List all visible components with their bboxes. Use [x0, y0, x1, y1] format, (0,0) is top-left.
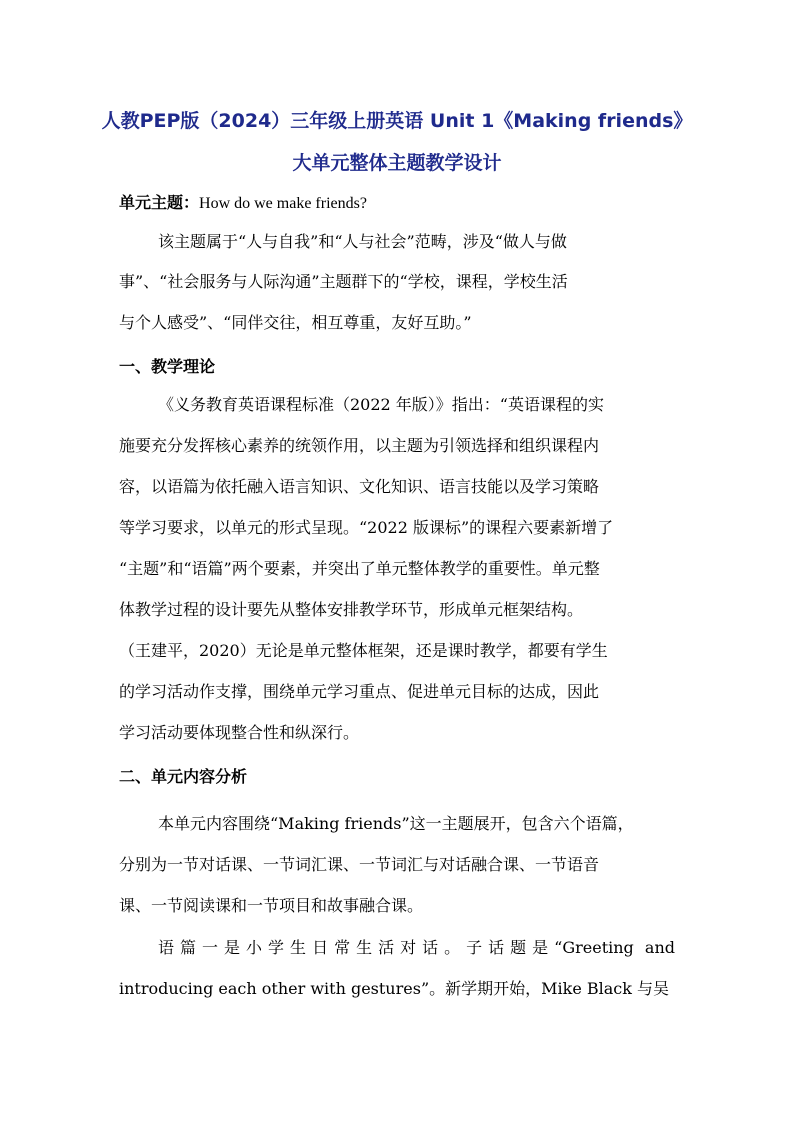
theory-line: 学习活动要体现整合性和纵深行。: [119, 723, 360, 742]
unit-theme: [119, 190, 367, 213]
intro-line: 事”、“社会服务与人际沟通”主题群下的“学校，课程，学校生活: [119, 272, 568, 291]
section-heading-theory: 一、教学理论: [119, 357, 216, 376]
analysis-line: 本单元内容围绕“Making friends”这一主题展开，包含六个语篇，: [158, 814, 634, 833]
analysis-line: introducing each other with gestures”。新学期开始，Mike Black 与吴: [119, 979, 670, 998]
analysis-line: 语篇一是小学生日常生活对话。子话题是“Greeting and: [158, 938, 675, 957]
theory-line: 的学习活动作支撑，围绕单元学习重点、促进单元目标的达成，因此: [119, 682, 600, 701]
theory-line: 施要充分发挥核心素养的统领作用，以主题为引领选择和组织课程内: [119, 436, 600, 455]
document-title-line-1: 人教PEP版（2024）三年级上册英语 Unit 1《Making friends》: [101, 110, 693, 132]
theory-line: 《义务教育英语课程标准（2022 年版）》指出：“英语课程的实: [158, 395, 604, 414]
analysis-line: 分别为一节对话课、一节词汇课、一节词汇与对话融合课、一节语音: [119, 855, 600, 874]
document-title-line-2: 大单元整体主题教学设计: [292, 152, 502, 174]
unit-theme-label: 单元主题：: [119, 193, 200, 212]
unit-theme-value: How do we make friends?: [199, 195, 367, 212]
theory-line: “主题”和“语篇”两个要素，并突出了单元整体教学的重要性。单元整: [119, 559, 600, 578]
intro-line: 该主题属于“人与自我”和“人与社会”范畴，涉及“做人与做: [158, 232, 567, 251]
theory-line: （王建平，2020）无论是单元整体框架，还是课时教学，都要有学生: [119, 641, 608, 660]
theory-line: 等学习要求，以单元的形式呈现。“2022 版课标”的课程六要素新增了: [119, 518, 614, 537]
intro-line: 与个人感受”、“同伴交往，相互尊重，友好互助。”: [119, 313, 472, 332]
analysis-line: 课、一节阅读课和一节项目和故事融合课。: [119, 896, 424, 915]
theory-line: 容，以语篇为依托融入语言知识、文化知识、语言技能以及学习策略: [119, 477, 600, 496]
theory-line: 体教学过程的设计要先从整体安排教学环节，形成单元框架结构。: [119, 600, 584, 619]
section-heading-content-analysis: 二、单元内容分析: [119, 767, 248, 786]
